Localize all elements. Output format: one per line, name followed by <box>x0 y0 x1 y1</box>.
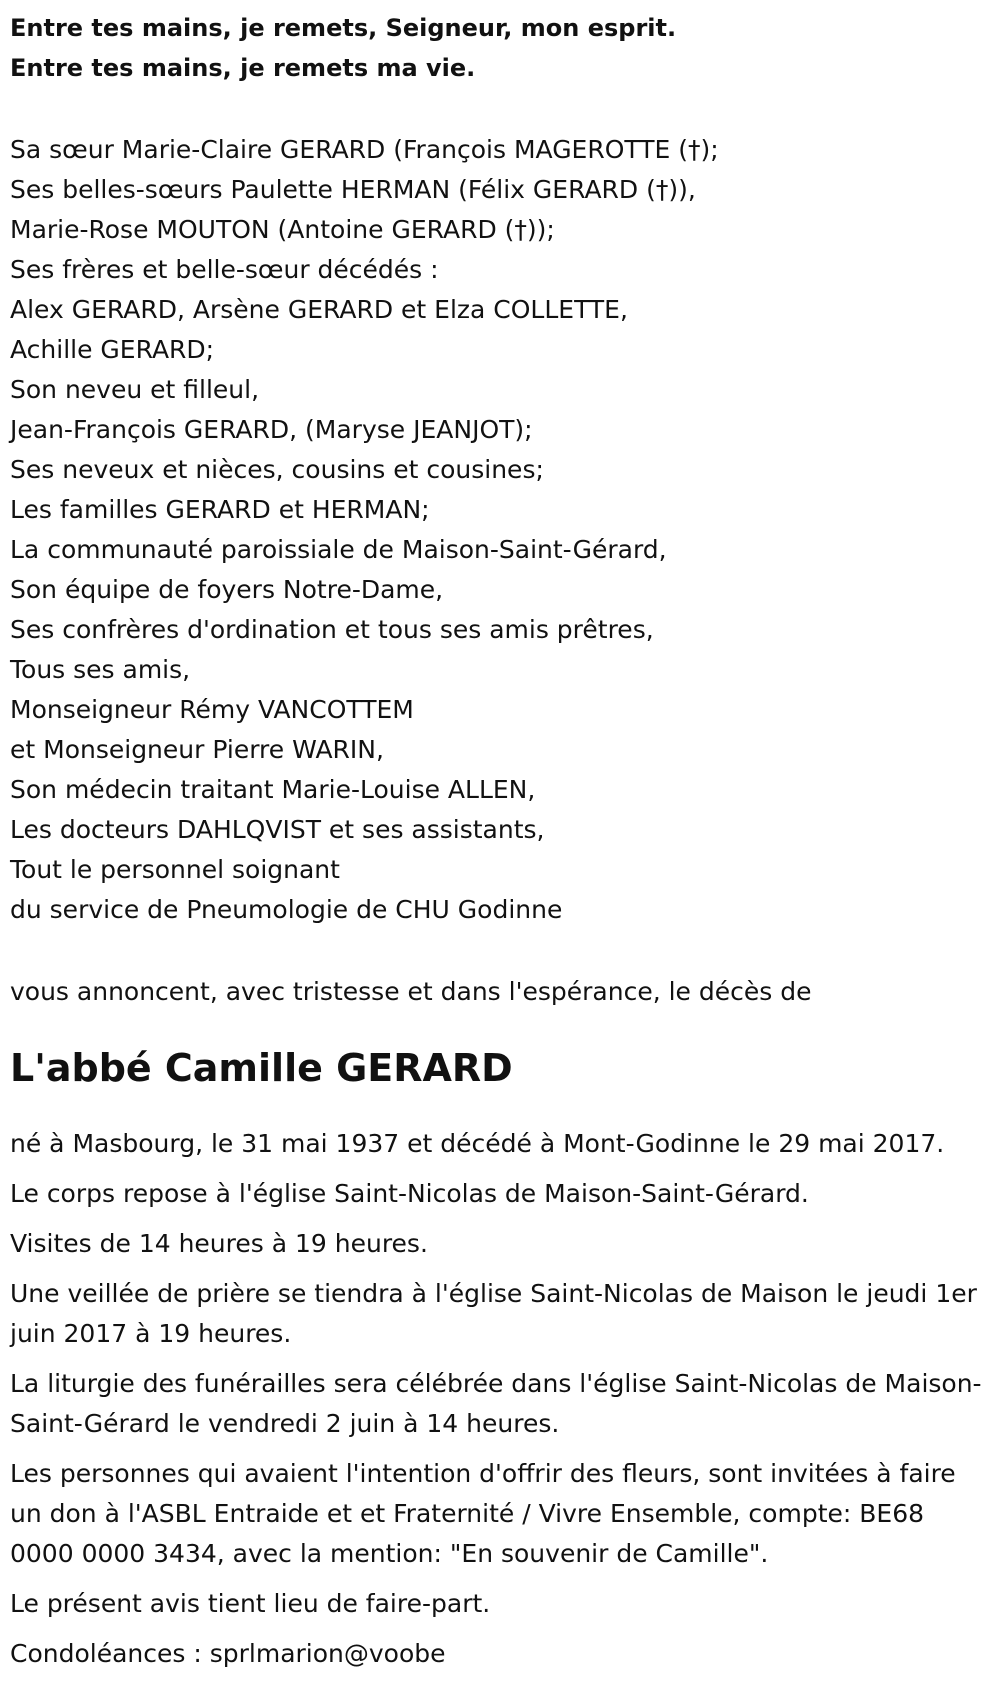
family-line: Ses neveux et nièces, cousins et cousines; <box>10 455 544 484</box>
opening-line: Entre tes mains, je remets ma vie. <box>10 54 476 82</box>
opening-prayer <box>10 8 1000 88</box>
opening-line: Entre tes mains, je remets, Seigneur, mon esprit. <box>10 14 677 42</box>
announcement-text: vous annoncent, avec tristesse et dans l'espérance, le décès de <box>10 977 812 1006</box>
family-list <box>10 130 1000 930</box>
family-line: Achille GERARD; <box>10 335 215 364</box>
funeral-liturgy-line: La liturgie des funérailles sera célébrée dans l'église Saint-Nicolas de Maison-Saint-Gérard le vendredi 2 juin à 14 heures. <box>10 1369 982 1438</box>
family-line: La communauté paroissiale de Maison-Saint-Gérard, <box>10 535 667 564</box>
condolences-line: Condoléances : sprlmarion@voobe <box>10 1639 446 1668</box>
family-line: Tous ses amis, <box>10 655 191 684</box>
family-line: Jean-François GERARD, (Maryse JEANJOT); <box>10 415 533 444</box>
family-line: Son équipe de foyers Notre-Dame, <box>10 575 444 604</box>
notice-line: Le présent avis tient lieu de faire-part. <box>10 1589 491 1618</box>
family-line: Marie-Rose MOUTON (Antoine GERARD (†)); <box>10 215 555 244</box>
family-line: du service de Pneumologie de CHU Godinne <box>10 895 563 924</box>
family-line: Monseigneur Rémy VANCOTTEM <box>10 695 414 724</box>
donation-line: Les personnes qui avaient l'intention d'offrir des fleurs, sont invitées à faire un don à l'ASBL Entraide et et Fraternité / Vivre Ensemble, compte: BE68 0000 0000 3434, avec la mention: "En souvenir de Camille". <box>10 1459 956 1568</box>
family-line: Sa sœur Marie-Claire GERARD (François MAGEROTTE (†); <box>10 135 719 164</box>
family-line: Tout le personnel soignant <box>10 855 340 884</box>
funeral-details <box>10 1124 1000 1674</box>
body-location-line: Le corps repose à l'église Saint-Nicolas de Maison-Saint-Gérard. <box>10 1179 809 1208</box>
family-line: Alex GERARD, Arsène GERARD et Elza COLLETTE, <box>10 295 628 324</box>
family-line: Les familles GERARD et HERMAN; <box>10 495 430 524</box>
vigil-line: Une veillée de prière se tiendra à l'église Saint-Nicolas de Maison le jeudi 1er juin 2017 à 19 heures. <box>10 1279 977 1348</box>
family-line: Ses frères et belle-sœur décédés : <box>10 255 439 284</box>
deceased-name: L'abbé Camille GERARD <box>10 1046 513 1090</box>
family-line: Son neveu et filleul, <box>10 375 260 404</box>
birth-death-line: né à Masbourg, le 31 mai 1937 et décédé à Mont-Godinne le 29 mai 2017. <box>10 1129 945 1158</box>
family-line: Ses belles-sœurs Paulette HERMAN (Félix GERARD (†)), <box>10 175 696 204</box>
family-line: et Monseigneur Pierre WARIN, <box>10 735 384 764</box>
visiting-hours-line: Visites de 14 heures à 19 heures. <box>10 1229 428 1258</box>
family-line: Les docteurs DAHLQVIST et ses assistants, <box>10 815 545 844</box>
family-line: Son médecin traitant Marie-Louise ALLEN, <box>10 775 536 804</box>
family-line: Ses confrères d'ordination et tous ses amis prêtres, <box>10 615 654 644</box>
